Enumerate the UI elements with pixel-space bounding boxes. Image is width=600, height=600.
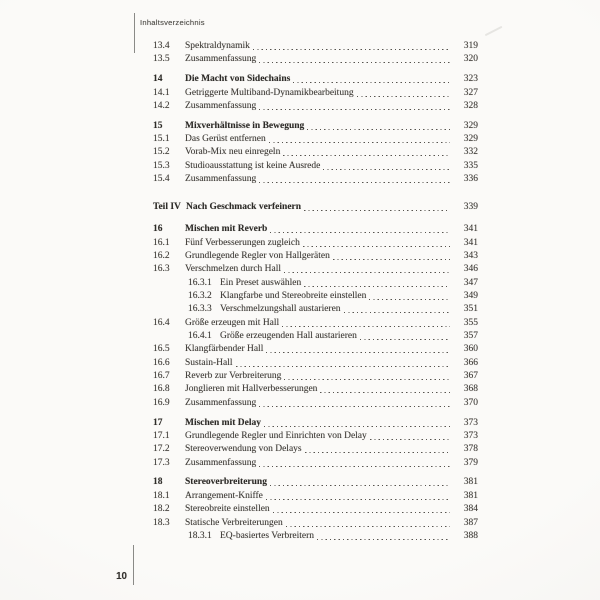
toc-entry-title: Reverb zur Verbreiterung [185,371,282,382]
leader-dots [281,317,451,330]
toc-row [153,223,478,236]
toc-entry-number: 16.3.1 [188,277,212,288]
leader-dots [319,383,451,396]
toc-entry-number: 17.1 [153,430,170,441]
toc-entry-number: 15 [153,120,163,131]
toc-row [153,490,478,503]
toc-entry-page: 370 [463,397,478,408]
toc-row [153,530,478,543]
toc-row [153,87,478,100]
toc-row [153,146,478,159]
toc-entry-title: Mixverhältnisse in Bewegung [185,120,305,131]
toc-entry-title: Zusammenfassung [185,100,257,111]
toc-row [153,476,478,489]
toc-row [153,73,478,86]
toc-entry-page: 343 [463,250,478,261]
leader-dots [265,343,451,356]
leader-dots [302,237,451,250]
toc-row [153,133,478,146]
leader-dots [258,53,451,66]
toc-entry-page: 346 [463,264,478,275]
toc-entry-number: 16.3.2 [188,291,212,301]
leader-dots [283,263,451,276]
toc-entry-page: 360 [463,344,478,355]
footer-rule [133,545,134,585]
toc-entry-number: 16.3.3 [188,304,212,315]
toc-entry-page: 349 [463,291,478,301]
toc-entry-page: 378 [463,444,478,455]
toc-row [153,357,478,370]
toc-row [153,250,478,263]
toc-entry-number: 15.2 [153,147,170,158]
toc-entry-title: Grundlegende Regler von Hallgeräten [185,250,330,261]
toc-entry-number: 18.1 [153,490,170,501]
toc-entry-number: 16.5 [153,344,170,355]
toc-entry-number: 16.9 [153,397,170,408]
leader-dots [356,87,451,100]
toc-row [153,370,478,383]
toc-entry-title: Nach Geschmack verfeinern [186,201,302,212]
toc-row [153,237,478,250]
toc-entry-number: 16.8 [153,384,170,395]
toc-row [153,263,478,276]
toc-entry-title: Stereobreite einstellen [185,504,270,515]
toc-entry-number: 16.4 [153,317,170,328]
toc-entry-page: 323 [463,74,478,85]
leader-dots [316,530,451,543]
toc-entry-title: Die Macht von Sidechains [185,74,291,85]
toc-entry-number: 17.3 [153,457,170,468]
toc-entry-title: Studioausstattung ist keine Ausrede [185,160,321,171]
leader-dots [258,397,451,410]
toc-entry-page: 387 [463,517,478,528]
leader-dots [285,517,451,530]
toc-entry-title: Größe erzeugen mit Hall [185,317,280,328]
toc-entry-page: 329 [463,120,478,131]
toc-entry-title: Ein Preset auswählen [220,277,302,288]
leader-dots [269,223,451,236]
toc-entry-page: 381 [463,477,478,488]
leader-dots [292,73,451,86]
toc-entry-page: 347 [463,277,478,288]
toc-entry-number: 16.6 [153,357,170,368]
toc-entry-title: Das Gerüst entfernen [185,134,266,145]
toc-entry-number: 16.7 [153,371,170,382]
leader-dots [258,100,451,113]
toc-entry-page: 332 [463,147,478,158]
toc-entry-page: 335 [463,160,478,171]
toc-entry-page: 381 [463,490,478,501]
toc-entry-title: Verschmelzungshall austarieren [220,304,341,315]
leader-dots [304,443,451,456]
toc-entry-page: 320 [463,54,478,65]
toc-entry-number: 16.2 [153,250,170,261]
toc-entry-page: 341 [463,224,478,235]
leader-dots [283,370,451,383]
toc-row [153,173,478,186]
toc-row [153,100,478,113]
toc-entry-title: Stereoverwendung von Delays [185,444,302,455]
toc-row [153,397,478,410]
leader-dots [235,357,452,370]
toc-entry-title: Jonglieren mit Hallverbesserungen [185,384,318,395]
toc-entry-title: Zusammenfassung [185,457,257,468]
header-rule [134,13,135,53]
toc-entry-title: Grundlegende Regler und Einrichten von Delay [185,430,367,441]
toc-entry-page: 366 [463,357,478,368]
toc-entry-page: 351 [463,304,478,315]
toc-entry-number: 16.3 [153,264,170,275]
toc-row [153,53,478,66]
toc-entry-title: EQ-basiertes Verbreitern [220,530,314,541]
leader-dots [303,277,451,290]
toc-entry-title: Stereoverbreiterung [185,477,267,488]
toc-entry-page: 339 [463,201,478,212]
toc-entry-title: Klangfarbe und Stereobreite einstellen [220,291,367,301]
leader-dots [258,457,451,470]
toc-entry-number: 17.2 [153,444,170,455]
leader-dots [272,503,451,516]
toc-list [153,40,478,543]
toc-entry-title: Zusammenfassung [185,54,257,65]
toc-entry-number: 16.1 [153,237,170,248]
toc-entry-number: 17 [153,417,163,428]
leader-dots [265,490,451,503]
toc-entry-number: Teil IV [153,201,181,212]
toc-entry-page: 341 [463,237,478,248]
toc-row [153,120,478,133]
toc-row [153,160,478,173]
leader-dots [282,146,451,159]
leader-dots [303,201,451,214]
toc-entry-page: 379 [463,457,478,468]
toc-entry-page: 327 [463,87,478,98]
toc-entry-number: 15.3 [153,160,170,171]
toc-row [153,303,478,316]
photo-artifact [485,26,503,36]
leader-dots [268,133,451,146]
toc-entry-title: Spektraldynamik [185,41,250,51]
toc-entry-title: Fünf Verbesserungen zugleich [185,237,300,248]
toc-entry-number: 16.4.1 [188,331,212,342]
leader-dots [252,40,451,53]
toc-entry-number: 15.4 [153,174,170,185]
toc-entry-number: 13.5 [153,54,170,65]
toc-entry-page: 357 [463,331,478,342]
leader-dots [263,417,451,430]
toc-row [153,40,478,53]
toc-row [153,457,478,470]
toc-row [153,417,478,430]
toc-entry-title: Mischen mit Delay [185,417,261,428]
toc-entry-page: 367 [463,371,478,382]
toc-row [153,330,478,343]
leader-dots [359,330,451,343]
leader-dots [368,290,451,303]
toc-entry-number: 18.2 [153,504,170,515]
toc-entry-number: 14.2 [153,100,170,111]
toc-entry-page: 373 [463,430,478,441]
toc-entry-title: Arrangement-Kniffe [185,490,263,501]
toc-entry-number: 18 [153,477,163,488]
toc-entry-page: 336 [463,174,478,185]
toc-entry-page: 328 [463,100,478,111]
toc-entry-title: Zusammenfassung [185,174,257,185]
toc-row [153,317,478,330]
running-header: Inhaltsverzeichnis [140,18,205,27]
leader-dots [269,476,451,489]
toc-entry-page: 388 [463,530,478,541]
toc-row [153,201,478,214]
toc-entry-number: 13.4 [153,41,170,51]
toc-entry-title: Mischen mit Reverb [185,224,268,235]
leader-dots [258,173,451,186]
toc-entry-title: Vorab-Mix neu einregeln [185,147,281,158]
toc-entry-number: 18.3.1 [188,530,212,541]
toc-entry-page: 384 [463,504,478,515]
toc-entry-number: 16 [153,224,163,235]
toc-entry-number: 15.1 [153,134,170,145]
toc-entry-number: 18.3 [153,517,170,528]
toc-row [153,503,478,516]
toc-entry-page: 368 [463,384,478,395]
leader-dots [343,303,451,316]
toc-entry-title: Klangfärbender Hall [185,344,264,355]
toc-row [153,290,478,303]
toc-row [153,383,478,396]
toc-entry-title: Zusammenfassung [185,397,257,408]
toc-row [153,443,478,456]
toc-row [153,277,478,290]
toc-entry-title: Verschmelzen durch Hall [185,264,282,275]
leader-dots [332,250,451,263]
toc-entry-page: 329 [463,134,478,145]
toc-entry-number: 14 [153,74,163,85]
toc-row [153,343,478,356]
toc-row [153,517,478,530]
toc-row [153,430,478,443]
toc-entry-title: Statische Verbreiterungen [185,517,283,528]
toc-entry-page: 355 [463,317,478,328]
leader-dots [322,160,451,173]
toc-entry-page: 373 [463,417,478,428]
toc-entry-title: Sustain-Hall [185,357,233,368]
page-number: 10 [116,571,127,582]
leader-dots [369,430,451,443]
toc-entry-title: Größe erzeugenden Hall austarieren [220,331,357,342]
leader-dots [306,120,451,133]
toc-entry-page: 319 [463,41,478,51]
toc-entry-number: 14.1 [153,87,170,98]
toc-entry-title: Getriggerte Multiband-Dynamikbearbeitung [185,87,354,98]
